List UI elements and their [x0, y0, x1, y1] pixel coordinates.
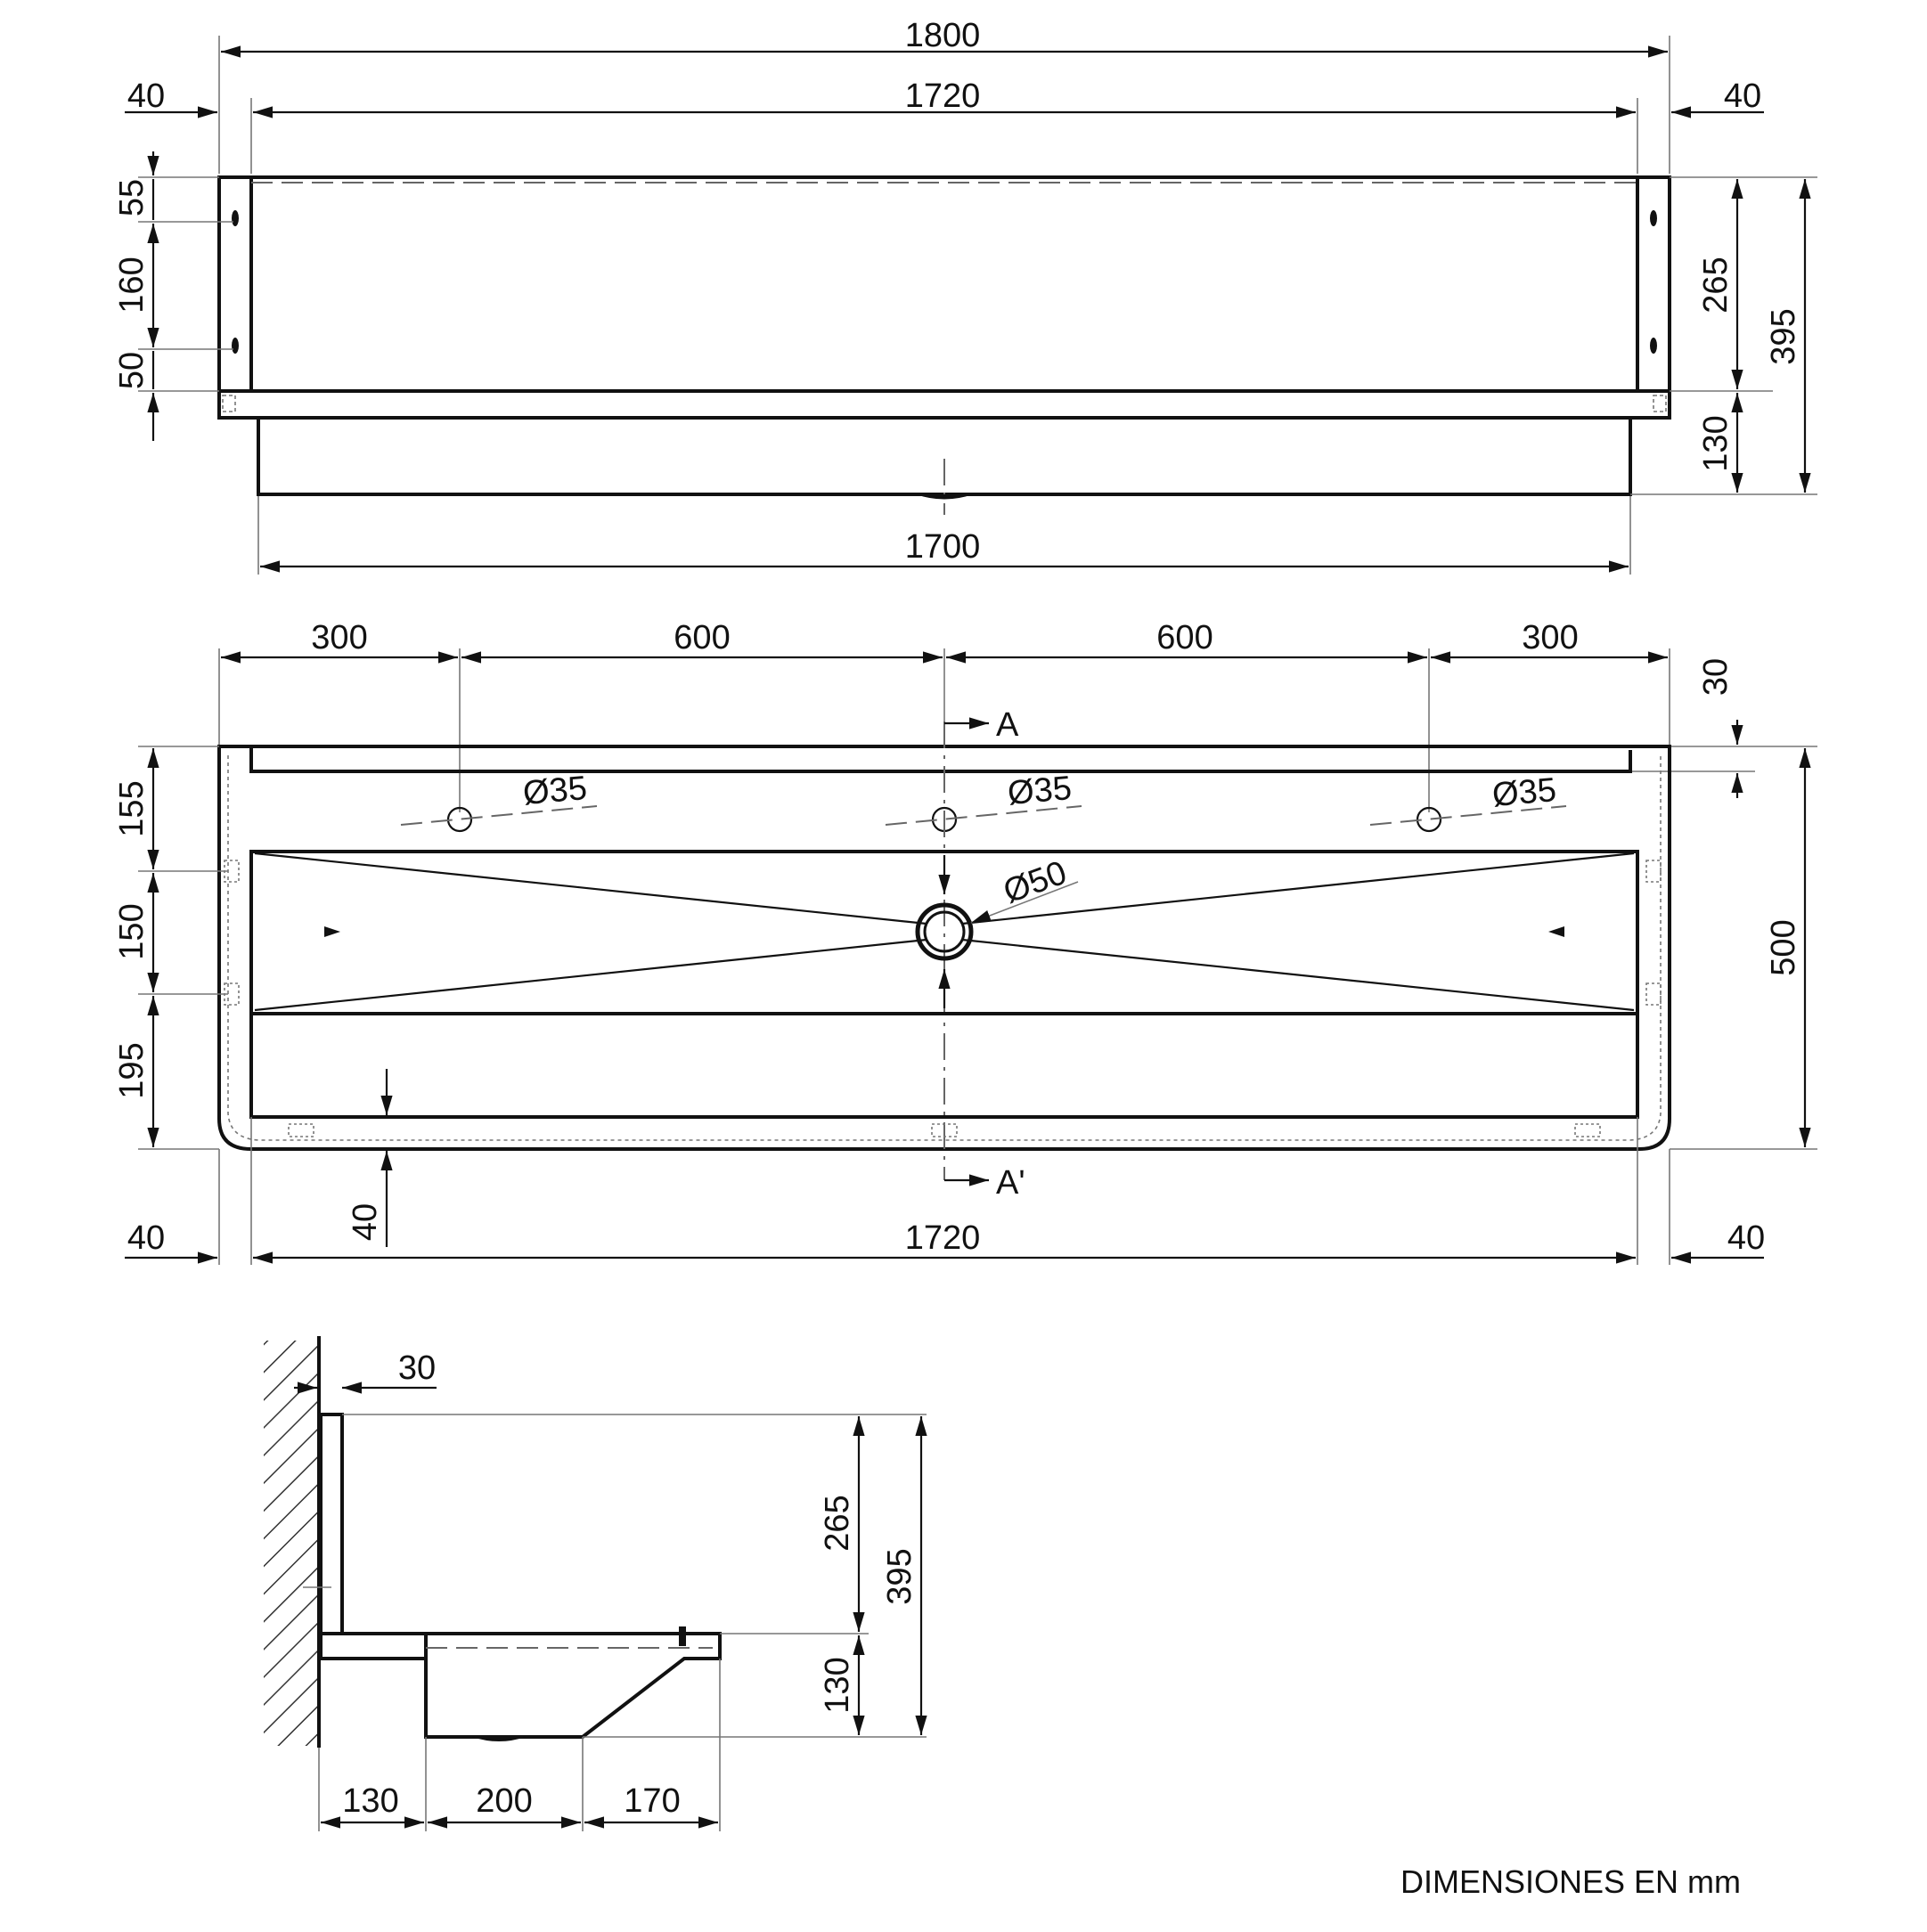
dim-section-bottom-130: 130	[342, 1782, 399, 1820]
dim-plan-bottom-right-40: 40	[1727, 1219, 1766, 1257]
dim-plan-bottom-left-40: 40	[127, 1219, 166, 1257]
dim-inner-width: 1720	[904, 77, 981, 115]
dim-section-bottom-200: 200	[476, 1782, 533, 1820]
dim-total-depth-500: 500	[1765, 919, 1802, 976]
dim-left-50: 50	[113, 351, 151, 390]
dim-overall-width: 1800	[904, 17, 981, 54]
dim-right-margin: 40	[1723, 77, 1762, 115]
dim-plan-150: 150	[113, 903, 151, 960]
dim-plan-195: 195	[113, 1042, 151, 1099]
dim-inner-40: 40	[347, 1202, 384, 1242]
hole-diameter-right: Ø35	[1490, 770, 1558, 815]
section-view	[264, 1336, 927, 1831]
dim-spacing-300-left: 300	[311, 619, 368, 656]
dim-section-265: 265	[819, 1495, 856, 1552]
dim-left-160: 160	[113, 257, 151, 314]
dim-left-margin: 40	[127, 77, 166, 115]
dim-spacing-600-left: 600	[674, 619, 731, 656]
dim-left-55: 55	[113, 178, 151, 217]
section-mark-a-prime: A'	[996, 1164, 1025, 1202]
dim-bowl-130: 130	[1697, 415, 1735, 472]
dim-top-offset-30: 30	[1697, 657, 1735, 697]
dim-backsplash-265: 265	[1697, 257, 1735, 314]
hole-diameter-left: Ø35	[521, 769, 589, 813]
elevation-view	[113, 17, 1817, 575]
dim-section-130: 130	[819, 1657, 856, 1714]
dim-plan-155: 155	[113, 780, 151, 837]
plan-view	[113, 619, 1817, 1265]
dim-spacing-300-right: 300	[1522, 619, 1579, 656]
dim-section-bottom-170: 170	[624, 1782, 681, 1820]
hole-diameter-center: Ø35	[1006, 769, 1074, 813]
wall-hatch	[264, 1341, 319, 1746]
dim-section-395: 395	[881, 1548, 919, 1605]
section-mark-a: A	[996, 706, 1019, 744]
dim-total-395: 395	[1765, 308, 1802, 365]
dim-plan-bottom-1720: 1720	[904, 1219, 981, 1257]
dim-bowl-width: 1700	[904, 528, 981, 566]
dim-wall-gap-30: 30	[397, 1349, 437, 1387]
drain-diameter: Ø50	[998, 853, 1072, 911]
units-note: DIMENSIONES EN mm	[1400, 1863, 1742, 1900]
dim-spacing-600-right: 600	[1156, 619, 1213, 656]
